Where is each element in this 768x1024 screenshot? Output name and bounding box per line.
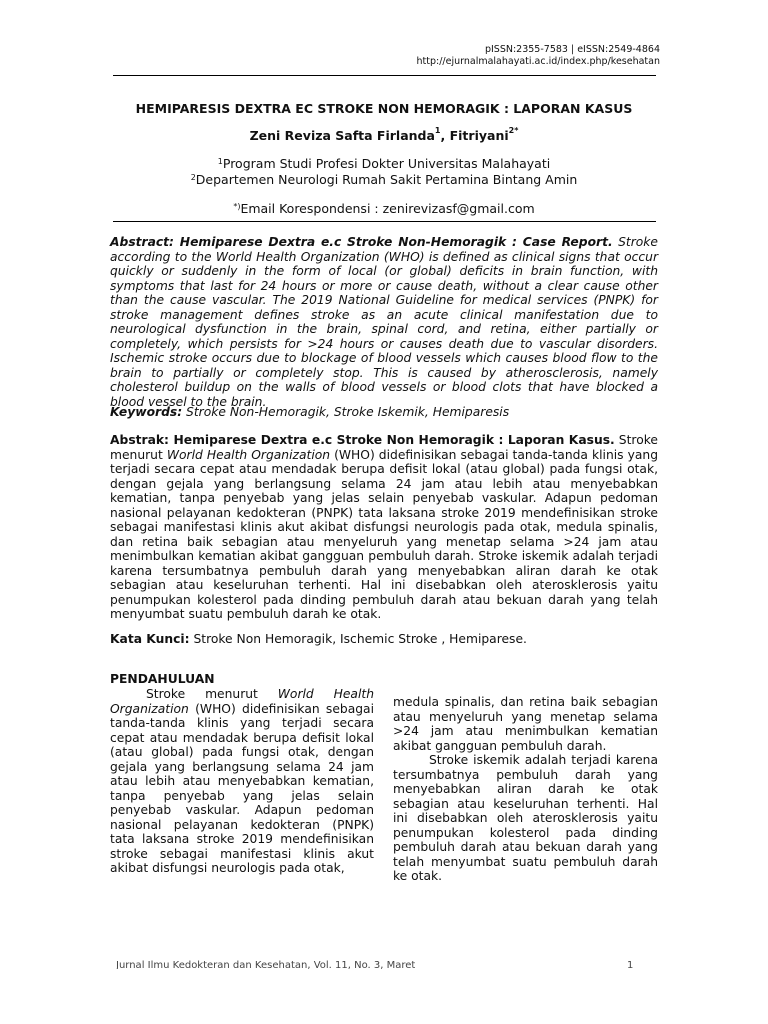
author-sep: , bbox=[440, 128, 450, 143]
keywords-id-label: Kata Kunci: bbox=[110, 632, 190, 646]
author-2-sup: 2* bbox=[508, 126, 519, 135]
header-issn: pISSN:2355-7583 | eISSN:2549-4864 bbox=[484, 44, 660, 55]
abstract-en bbox=[110, 235, 658, 409]
affiliation-2 bbox=[0, 172, 768, 188]
abstract-id bbox=[110, 433, 658, 622]
intro-left-paragraph bbox=[110, 687, 374, 876]
affiliation-2-text: Departemen Neurologi Rumah Sakit Pertamina Bintang Amin bbox=[195, 172, 578, 187]
email-sup: *) bbox=[233, 202, 241, 211]
keywords-id bbox=[110, 632, 658, 647]
footer-page-number: 1 bbox=[627, 960, 634, 969]
intro-left-column bbox=[110, 687, 374, 876]
header-rule bbox=[113, 75, 656, 76]
email-line bbox=[0, 201, 768, 217]
abstract-en-body: Stroke according to the World Health Organization (WHO) is defined as clinical signs that occur quickly or suddenly in the form of local (or global) deficits in brain function, with symptoms that last for 24 hours or more or cause death, without a clear cause other than the cause vascular. The 2019 National Guideline for medical services (PNPK) for stroke management defines stroke as an acute clinical manifestation due to neurological dysfunction in the brain, spinal cord, and retina, either partially or completely, which persists for >24 hours or causes death due to vascular disorders. Ischemic stroke occurs due to blockage of blood vessels which causes blood flow to the brain to partially or completely stop. This is caused by atherosclerosis, namely cholesterol buildup on the walls of blood vessels or blood clots that have blocked a blood vessel to the brain. bbox=[110, 235, 658, 409]
intro-left-pre: Stroke menurut bbox=[146, 687, 278, 701]
abstract-en-heading: Abstract: Hemiparese Dextra e.c Stroke Non-Hemoragik : Case Report. bbox=[110, 235, 613, 249]
author-1-sup: 1 bbox=[434, 126, 441, 135]
keywords-en-label: Keywords: bbox=[110, 405, 183, 419]
keywords-en-text: Stroke Non-Hemoragik, Stroke Iskemik, Hemiparesis bbox=[182, 405, 510, 419]
author-line bbox=[0, 128, 768, 143]
author-1: Zeni Reviza Safta Firlanda bbox=[249, 128, 435, 143]
intro-left-post: (WHO) didefinisikan sebagai tanda-tanda klinis yang terjadi secara cepat atau mendadak berupa defisit lokal (atau global) pada fungsi otak, dengan gejala yang berlangsung selama 24 jam atau lebih atau menyebabkan kematian, tanpa penyebab yang jelas selain penyebab vaskular. Adapun pedoman nasional pelayanan kedokteran (PNPK) tata laksana stroke 2019 mendefinisikan stroke sebagai manifestasi klinis akut akibat disfungsi neurologis pada otak, bbox=[110, 701, 374, 875]
paper-title: HEMIPARESIS DEXTRA EC STROKE NON HEMORAGIK : LAPORAN KASUS bbox=[135, 101, 633, 116]
footer-journal: Jurnal Ilmu Kedokteran dan Kesehatan, Vol. 11, No. 3, Maret bbox=[116, 960, 416, 969]
abstract-id-body-who: World Health Organization bbox=[166, 447, 331, 462]
keywords-id-text: Stroke Non Hemoragik, Ischemic Stroke , Hemiparese. bbox=[189, 632, 527, 646]
affiliation-2-sup: 2 bbox=[190, 173, 196, 182]
abstract-id-body-pre: Stroke menurut bbox=[110, 433, 658, 462]
intro-right-paragraph-1: medula spinalis, dan retina baik sebagian atau menyeluruh yang menetap selama >24 jam atau menimbulkan kematian akibat gangguan pembuluh darah. bbox=[393, 695, 658, 753]
email-text: Email Korespondensi : zenirevizasf@gmail.com bbox=[240, 201, 535, 216]
keywords-en bbox=[110, 405, 658, 420]
intro-right-column bbox=[393, 695, 658, 884]
author-2: Fitriyani bbox=[449, 128, 509, 143]
affiliation-1 bbox=[0, 156, 768, 172]
intro-left-who: World Health Organization bbox=[110, 687, 374, 716]
affiliation-1-sup: 1 bbox=[217, 157, 223, 166]
title-rule bbox=[113, 221, 656, 222]
header-url: http://ejurnalmalahayati.ac.id/index.php/kesehatan bbox=[416, 56, 660, 67]
abstract-id-heading: Abstrak: Hemiparese Dextra e.c Stroke Non Hemoragik : Laporan Kasus. bbox=[110, 433, 615, 447]
affiliation-1-text: Program Studi Profesi Dokter Universitas Malahayati bbox=[222, 156, 551, 171]
intro-right-paragraph-2: Stroke iskemik adalah terjadi karena tersumbatnya pembuluh darah yang menyebabkan aliran darah ke otak sebagian atau keseluruhan terhenti. Hal ini disebabkan oleh aterosklerosis yaitu penumpukan kolesterol pada dinding pembuluh darah atau bekuan darah yang telah menyumbat suatu pembuluh darah ke otak. bbox=[393, 753, 658, 883]
abstract-id-body-post: (WHO) didefinisikan sebagai tanda-tanda klinis yang terjadi secara cepat atau mendadak berupa defisit lokal (atau global) pada fungsi otak, dengan gejala yang berlangsung selama 24 jam atau lebih atau menyebabkan kematian, tanpa penyebab yang jelas selain penyebab vaskular. Adapun pedoman nasional pelayanan kedokteran (PNPK) tata laksana stroke 2019 mendefinisikan stroke sebagai manifestasi klinis akut akibat disfungsi neurologis pada otak, medula spinalis, dan retina baik sebagian atau menyeluruh yang menetap selama >24 jam atau menimbulkan kematian akibat gangguan pembuluh darah. Stroke iskemik adalah terjadi karena tersumbatnya pembuluh darah yang menyebabkan aliran darah ke otak sebagian atau keseluruhan terhenti. Hal ini disebabkan oleh aterosklerosis yaitu penumpukan kolesterol pada dinding pembuluh darah atau bekuan darah yang telah menyumbat suatu pembuluh darah ke otak. bbox=[110, 447, 658, 621]
intro-heading: PENDAHULUAN bbox=[110, 672, 215, 686]
